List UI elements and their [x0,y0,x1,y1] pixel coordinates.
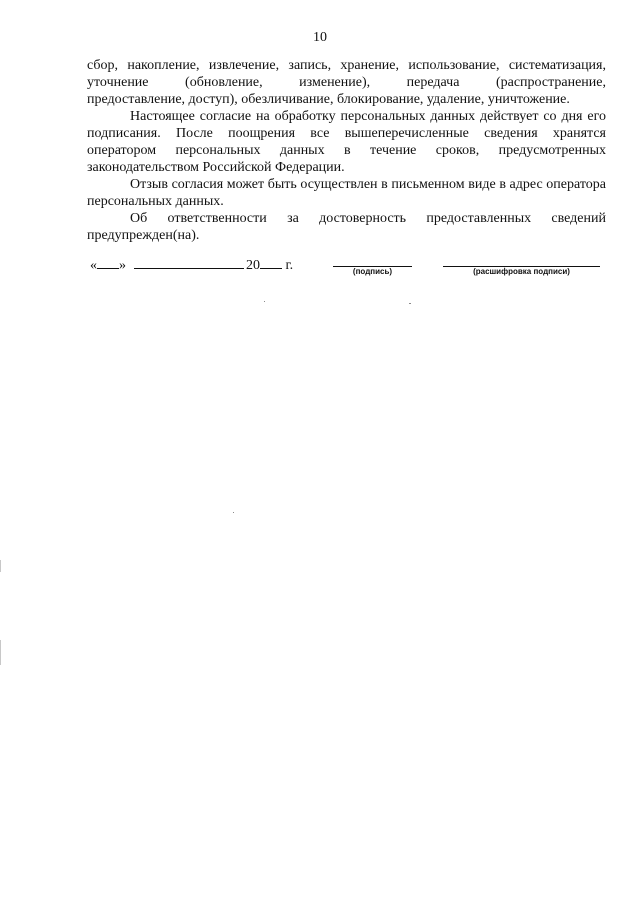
scan-edge-mark [0,640,1,665]
month-blank[interactable] [134,255,244,269]
paragraph-responsibility-end [87,227,606,244]
year-prefix: 20 [246,258,260,273]
paragraph-processing-actions-end [87,91,606,108]
text-line: Настоящее согласие на обработку персональных данных действует со дня его [130,109,606,124]
text-line: Об ответственности за достоверность предоставленных сведений [130,211,606,226]
signature-decode-line[interactable] [443,255,600,267]
paragraph-consent-validity [87,108,606,159]
year-blank[interactable] [260,255,282,269]
paragraph-consent-validity-end [87,159,606,176]
scan-speck [409,303,411,304]
text-line: систематизация, уточнение (обновление, изменение), передача (распространение, [87,58,606,90]
scan-speck [264,301,265,302]
date-open-quote: « [90,258,97,273]
paragraph-revocation [87,176,606,210]
year-suffix: г. [285,258,294,273]
date-close-quote: » [119,258,126,273]
consent-text [87,57,606,244]
text-line: персональных данных. [87,194,224,209]
text-line: оператором персональных данных в течение сроков, предусмотренных [87,143,606,158]
text-line: Отзыв согласия может быть осуществлен в письменном виде в адрес оператора [130,177,606,192]
signature-field [333,255,412,277]
paragraph-processing-actions [87,57,606,91]
scan-edge-mark [0,560,1,572]
scan-speck [233,512,234,513]
signature-row [0,255,640,285]
signature-decode-caption: (расшифровка подписи) [473,267,570,276]
paragraph-responsibility [87,210,606,227]
signature-line[interactable] [333,255,412,267]
text-line: подписания. После поощрения все вышеперечисленные сведения хранятся [87,126,606,141]
signature-caption: (подпись) [352,267,393,276]
page-number: 10 [313,30,327,45]
text-line: предупрежден(на). [87,228,200,243]
signature-decode-field [443,255,600,277]
date-field [90,255,293,274]
text-line: предоставление, доступ), обезличивание, блокирование, удаление, уничтожение. [87,92,570,107]
day-blank[interactable] [97,255,119,269]
text-line: сбор, накопление, извлечение, запись, хранение, использование, [87,58,500,73]
text-line: законодательством Российской Федерации. [87,160,345,175]
